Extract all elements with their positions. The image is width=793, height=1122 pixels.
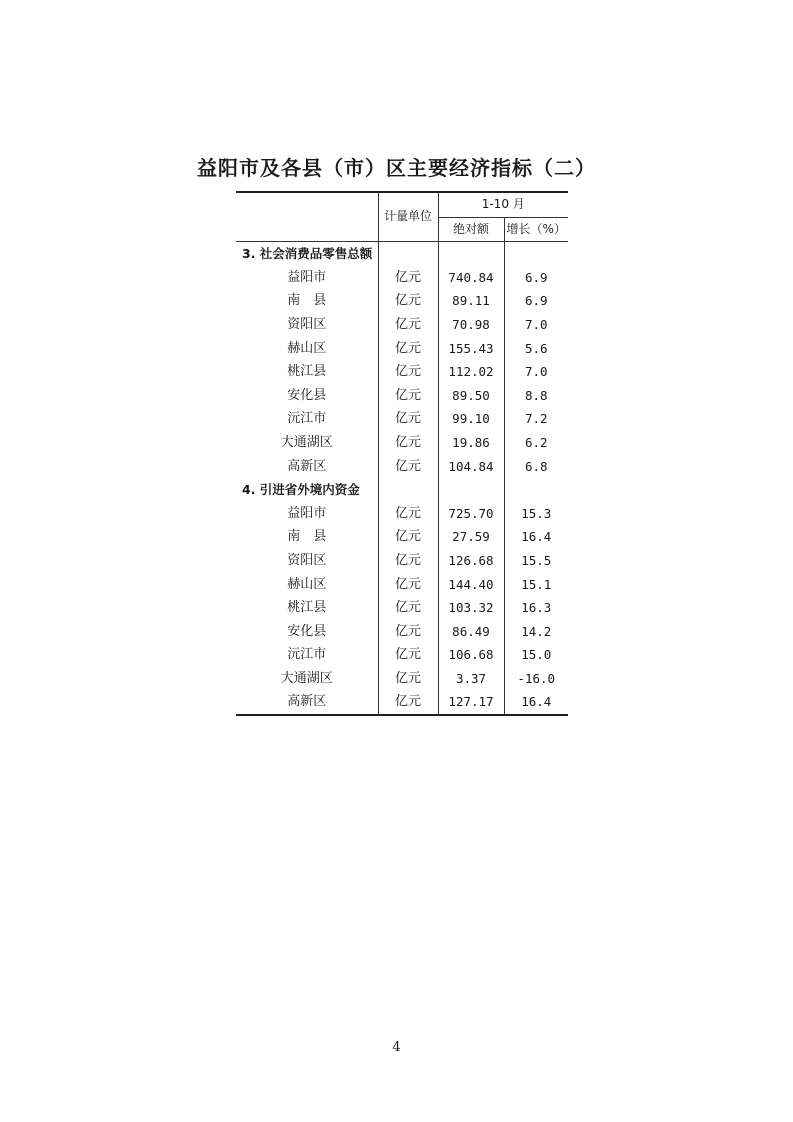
region-name: 大通湖区 [280,670,333,686]
absolute-value: 104.84 [438,455,504,479]
unit-cell: 亿元 [378,643,438,667]
unit-cell: 亿元 [378,313,438,337]
page-number: 4 [392,1040,401,1055]
table-row [236,360,568,384]
growth-rate: -16.0 [504,667,568,691]
region-name: 桃江县 [287,364,327,380]
absolute-value: 19.86 [438,431,504,455]
unit-cell: 亿元 [378,596,438,620]
section-heading-row [236,478,568,502]
region-name: 高新区 [236,690,378,715]
growth-rate: 15.1 [504,573,568,597]
table-row [236,690,568,715]
unit-cell: 亿元 [378,502,438,526]
growth-rate: 5.6 [504,337,568,361]
page-title: 益阳市及各县（市）区主要经济指标（二） [197,156,596,180]
unit-cell: 亿元 [378,573,438,597]
header-absolute: 绝对额 [438,217,504,242]
growth-rate: 15.5 [504,549,568,573]
unit-cell: 亿元 [378,431,438,455]
unit-cell: 亿元 [378,525,438,549]
table-row [236,573,568,597]
table-row [236,643,568,667]
table-row [236,525,568,549]
unit-cell: 亿元 [378,337,438,361]
unit-cell: 亿元 [378,690,438,715]
absolute-value: 86.49 [438,620,504,644]
absolute-value: 725.70 [438,502,504,526]
region-name: 高新区 [287,458,327,474]
indicators-table [236,191,568,716]
absolute-value: 740.84 [438,266,504,290]
region-name: 大通湖区 [280,434,333,450]
absolute-value: 89.11 [438,289,504,313]
table-row [236,455,568,479]
absolute-value: 70.98 [438,313,504,337]
unit-cell: 亿元 [378,384,438,408]
unit-cell: 亿元 [378,360,438,384]
empty-cell [504,478,568,502]
table-row [236,502,568,526]
absolute-value: 103.32 [438,596,504,620]
empty-cell [504,242,568,266]
growth-rate: 16.3 [504,596,568,620]
growth-rate: 16.4 [504,525,568,549]
growth-rate: 15.3 [504,502,568,526]
table-row [236,337,568,361]
region-name: 赫山区 [287,340,327,356]
growth-rate: 6.9 [504,289,568,313]
growth-rate: 7.0 [504,360,568,384]
section-heading: 4. 引进省外境内资金 [242,482,360,498]
table-row [236,431,568,455]
growth-rate: 6.2 [504,431,568,455]
absolute-value: 127.17 [438,690,504,715]
absolute-value: 3.37 [438,667,504,691]
empty-cell [378,478,438,502]
region-name: 安化县 [287,623,327,639]
table-row [236,384,568,408]
header-period: 1-10 月 [438,192,568,217]
region-name: 南 县 [287,529,327,545]
region-name: 益阳市 [287,269,327,285]
region-name: 资阳区 [287,316,327,332]
absolute-value: 89.50 [438,384,504,408]
region-name: 沅江市 [287,647,327,663]
unit-cell: 亿元 [378,667,438,691]
absolute-value: 155.43 [438,337,504,361]
growth-rate: 6.9 [504,266,568,290]
header-growth: 增长（%） [504,217,568,242]
table-body [236,242,568,715]
empty-cell [438,242,504,266]
region-name: 沅江市 [287,411,327,427]
table-row [236,313,568,337]
table-row [236,620,568,644]
unit-cell: 亿元 [378,620,438,644]
region-name: 桃江县 [287,600,327,616]
section-heading-row [236,242,568,266]
region-name: 南 县 [287,293,327,309]
absolute-value: 144.40 [438,573,504,597]
table-row [236,289,568,313]
unit-cell: 亿元 [378,266,438,290]
table-row [236,596,568,620]
table-row [236,667,568,691]
header-unit: 计量单位 [378,192,438,242]
growth-rate: 7.0 [504,313,568,337]
unit-cell: 亿元 [378,407,438,431]
region-name: 赫山区 [287,576,327,592]
growth-rate: 8.8 [504,384,568,408]
section-heading: 3. 社会消费品零售总额 [242,246,373,262]
table-row [236,549,568,573]
growth-rate: 6.8 [504,455,568,479]
region-name: 益阳市 [287,505,327,521]
growth-rate: 14.2 [504,620,568,644]
region-name: 资阳区 [287,552,327,568]
absolute-value: 126.68 [438,549,504,573]
unit-cell: 亿元 [378,289,438,313]
empty-cell [438,478,504,502]
unit-cell: 亿元 [378,549,438,573]
unit-cell: 亿元 [378,455,438,479]
table-row [236,407,568,431]
empty-cell [378,242,438,266]
absolute-value: 112.02 [438,360,504,384]
header-blank-cell [236,192,378,242]
absolute-value: 106.68 [438,643,504,667]
absolute-value: 99.10 [438,407,504,431]
absolute-value: 27.59 [438,525,504,549]
table-row [236,266,568,290]
region-name: 安化县 [287,387,327,403]
growth-rate: 16.4 [504,690,568,715]
growth-rate: 7.2 [504,407,568,431]
growth-rate: 15.0 [504,643,568,667]
